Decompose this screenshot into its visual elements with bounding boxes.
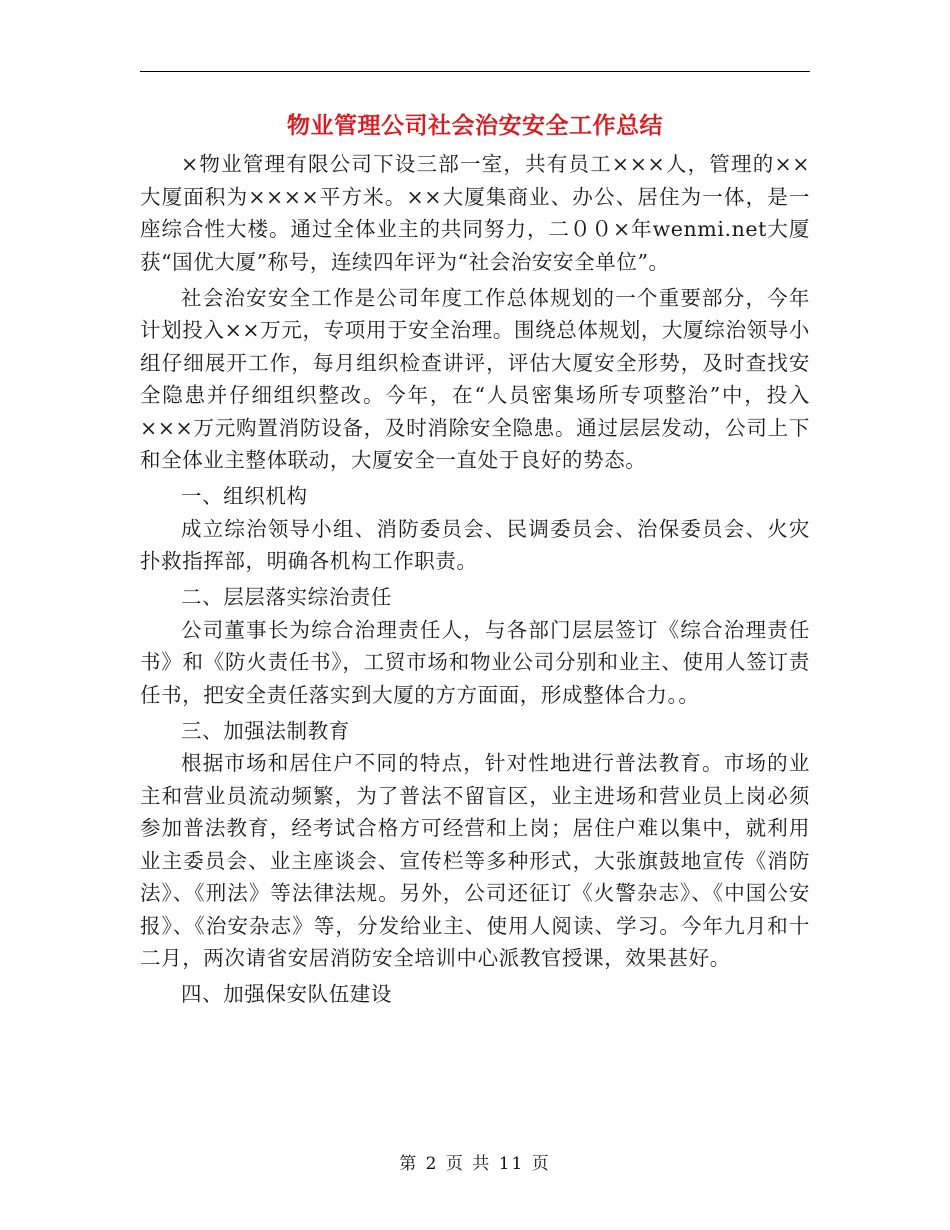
section-body-legal-education: 根据市场和居住户不同的特点，针对性地进行普法教育。市场的业主和营业员流动频繁，为了普法不留盲区，业主进场和营业员上岗必须参加普法教育，经考试合格方可经营和上岗；居住户难以集中，就利用业主委员会、业主座谈会、宣传栏等多种形式，大张旗鼓地宣传《消防法》、《刑法》等法律法规。另外，公司还征订《火警杂志》、《中国公安报》、《治安杂志》等，分发给业主、使用人阅读、学习。今年九月和十二月，两次请省安居消防安全培训中心派教官授课，效果甚好。 — [140, 751, 810, 970]
document-body — [140, 148, 810, 1011]
document-title: 物业管理公司社会治安安全工作总结 — [287, 113, 663, 139]
section-body-responsibility: 公司董事长为综合治理责任人，与各部门层层签订《综合治理责任书》和《防火责任书》，工贸市场和物业公司分别和业主、使用人签订责任书，把安全责任落实到大厦的方方面面，形成整体合力。。 — [140, 617, 810, 707]
header-rule — [140, 71, 810, 72]
page-number: 第 2 页 共 11 页 — [399, 1154, 551, 1174]
section-heading-security-team: 四、加强保安队伍建设 — [181, 982, 392, 1006]
section-body-organization: 成立综治领导小组、消防委员会、民调委员会、治保委员会、火灾扑救指挥部，明确各机构工作职责。 — [140, 516, 810, 573]
section-heading-responsibility: 二、层层落实综治责任 — [181, 585, 392, 609]
section-heading-legal-education: 三、加强法制教育 — [181, 718, 350, 743]
intro-paragraph: ×物业管理有限公司下设三部一室，共有员工×××人，管理的××大厦面积为××××平方米。××大厦集商业、办公、居住为一体，是一座综合性大楼。通过全体业主的共同努力，二００×年wenmi.net大厦获“国优大厦”称号，连续四年评为“社会治安安全单位”。 — [140, 152, 810, 274]
section-heading-organization: 一、组织机构 — [181, 484, 308, 508]
overview-paragraph: 社会治安安全工作是公司年度工作总体规划的一个重要部分，今年计划投入××万元，专项用于安全治理。围绕总体规划，大厦综治领导小组仔细展开工作，每月组织检查讲评，评估大厦安全形势，及时查找安全隐患并仔细组织整改。今年，在“人员密集场所专项整治”中，投入×××万元购置消防设备，及时消除安全隐患。通过层层发动，公司上下和全体业主整体联动，大厦安全一直处于良好的势态。 — [140, 285, 810, 472]
